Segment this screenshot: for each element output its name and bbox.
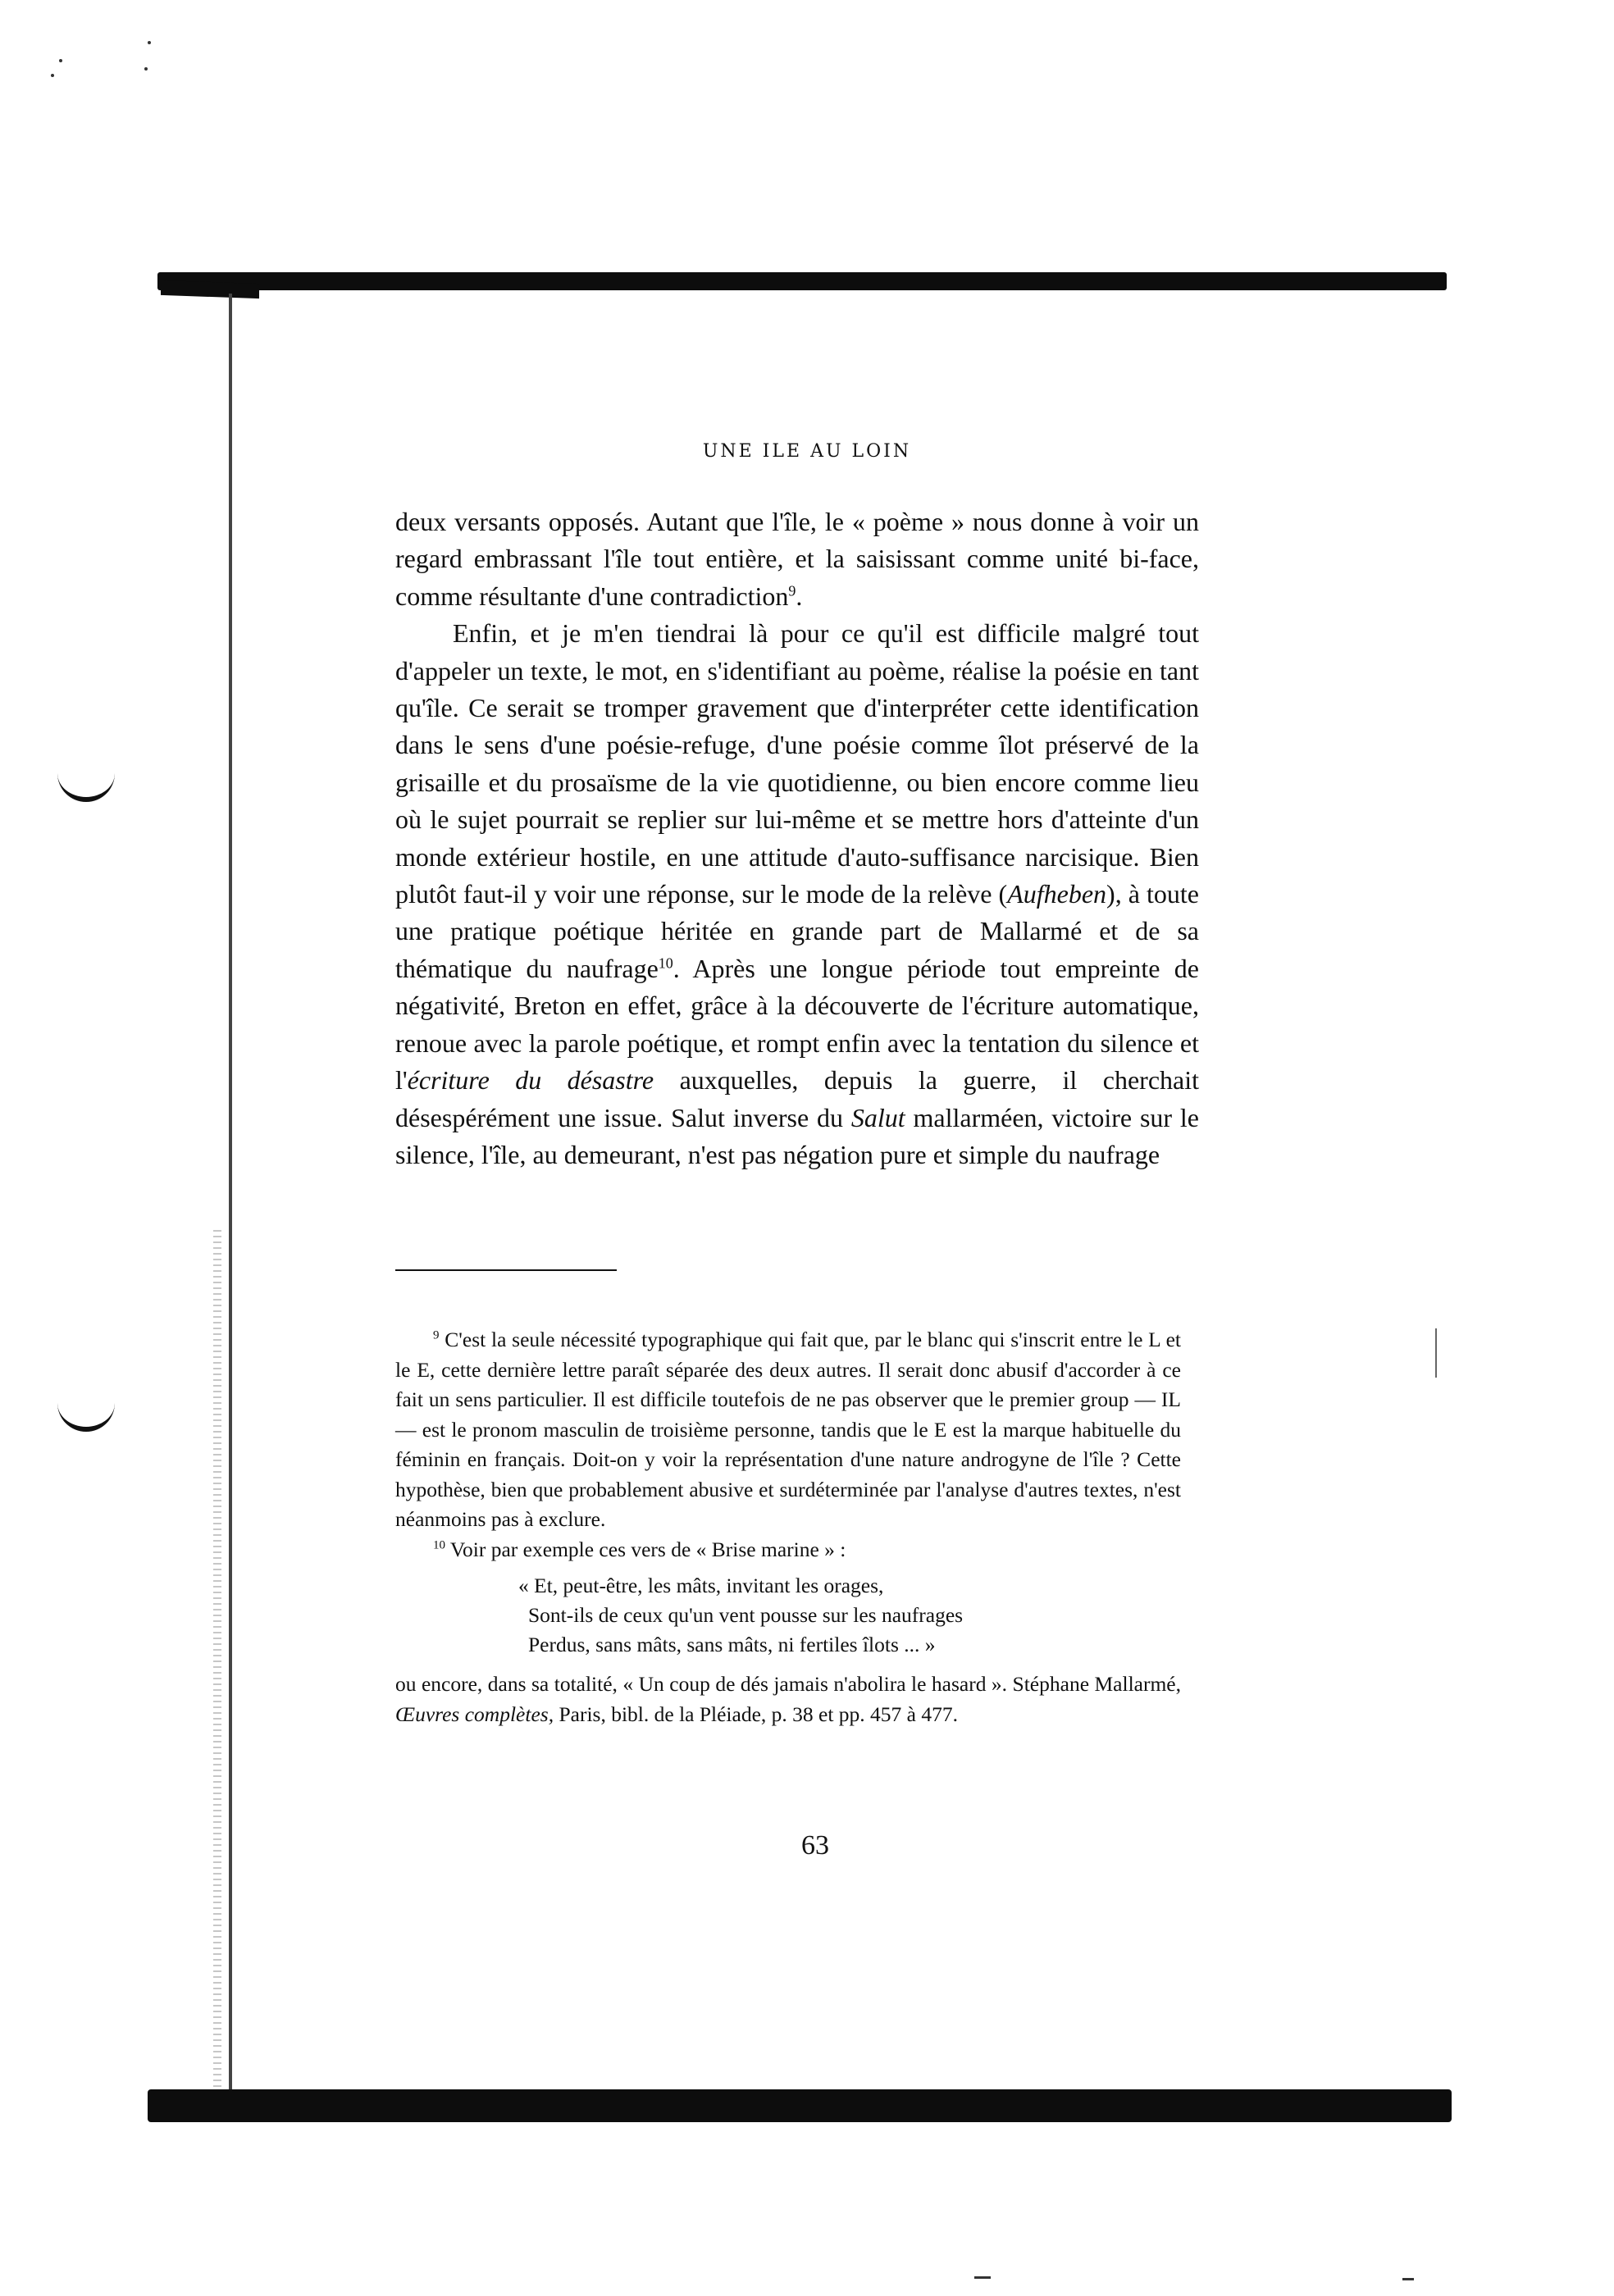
footnote-10: $^{10}$ Voir par exemple ces vers de « Brise marine » : [433, 1537, 846, 1561]
footnote-9: $^9$ C'est la seule nécessité typographique qui fait que, par le blanc qui s'inscrit entre le L et le E, cette dernière lettre paraît séparée des deux autres. Il serait donc abusif d'accorder à ce fait un sens particulier. Il est difficile toutefois de ne pas observer que le premier group — IL — est le pronom masculin de troisième personne, tandis que le E est la marque habituelle du féminin en français. Doit-on y voir la représentation d'une nature androgyne de l'île ? Cette hypothèse, bien que probablement abusive et surdéterminée par l'analyse d'autres textes, n'est néanmoins pas à exclure. [395, 1328, 1181, 1531]
footnotes [395, 1325, 1181, 1729]
footnote-rule [395, 1269, 617, 1271]
footnote-ref-10[interactable]: 10 [658, 954, 673, 972]
body-text [395, 503, 1199, 1173]
scan-frame-top [157, 272, 1447, 290]
scan-speck [59, 59, 62, 62]
scan-speck [51, 74, 54, 77]
scan-speck [974, 2276, 991, 2279]
running-head: UNE ILE AU LOIN [702, 441, 912, 462]
margin-mark-lower [57, 1402, 115, 1432]
footnote-10-continued: ou encore, dans sa totalité, « Un coup de dés jamais n'abolira le hasard ». Stéphane Mallarmé, Œuvres complètes, Paris, bibl. de la Pléiade, p. 38 et pp. 457 à 477. [395, 1672, 1181, 1726]
scan-speck [1402, 2278, 1414, 2280]
verse-line: Perdus, sans mâts, sans mâts, ni fertiles îlots ... » [528, 1633, 936, 1656]
scan-frame-bottom [148, 2089, 1452, 2122]
scan-speck [148, 41, 151, 44]
scan-frame-top-hook [161, 280, 259, 298]
scan-frame-right-tick [1435, 1328, 1437, 1378]
scan-speck [144, 67, 148, 71]
paragraph-1: deux versants opposés. Autant que l'île, le « poème » nous donne à voir un regard embrassant l'île tout entière, et la saisissant comme unité bi-face, comme résultante d'une contradiction$^9$. [395, 507, 1199, 611]
scan-frame-left-noise [213, 1230, 221, 2091]
page-number: 63 [801, 1830, 829, 1861]
paragraph-2: Enfin, et je m'en tiendrai là pour ce qu'il est difficile malgré tout d'appeler un texte, le mot, en s'identifiant au poème, réalise la poésie en tant qu'île. Ce serait se tromper gravement que d'interpréter cette identification dans le sens d'une poésie-refuge, d'une poésie comme îlot préservé de la grisaille et du prosaïsme de la vie quotidienne, ou bien encore comme lieu où le sujet pourrait se replier sur lui-même et se mettre hors d'atteinte d'un monde extérieur hostile, en une attitude d'auto-suffisance narcisique. Bien plutôt faut-il y voir une réponse, sur le mode de la relève (Aufheben), à toute une pratique poétique héritée en grande part de Mallarmé et de sa thématique du naufrage$^{10}$. Après une longue période tout empreinte de négativité, Breton en effet, grâce à la découverte de l'écriture automatique, renoue avec la parole poétique, et rompt enfin avec la tentation du silence et l'écriture du désastre auxquelles, depuis la guerre, il cherchait désespérément une issue. Salut inverse du Salut mallarméen, victoire sur le silence, l'île, au demeurant, n'est pas négation pure et simple du naufrage [395, 618, 1200, 1169]
verse-line: Sont-ils de ceux qu'un vent pousse sur les naufrages [528, 1603, 964, 1627]
verse-line: « Et, peut-être, les mâts, invitant les orages, [518, 1574, 884, 1597]
verse-quote [518, 1571, 1181, 1660]
margin-mark-upper [57, 772, 115, 802]
footnote-ref-9[interactable]: 9 [788, 582, 796, 599]
